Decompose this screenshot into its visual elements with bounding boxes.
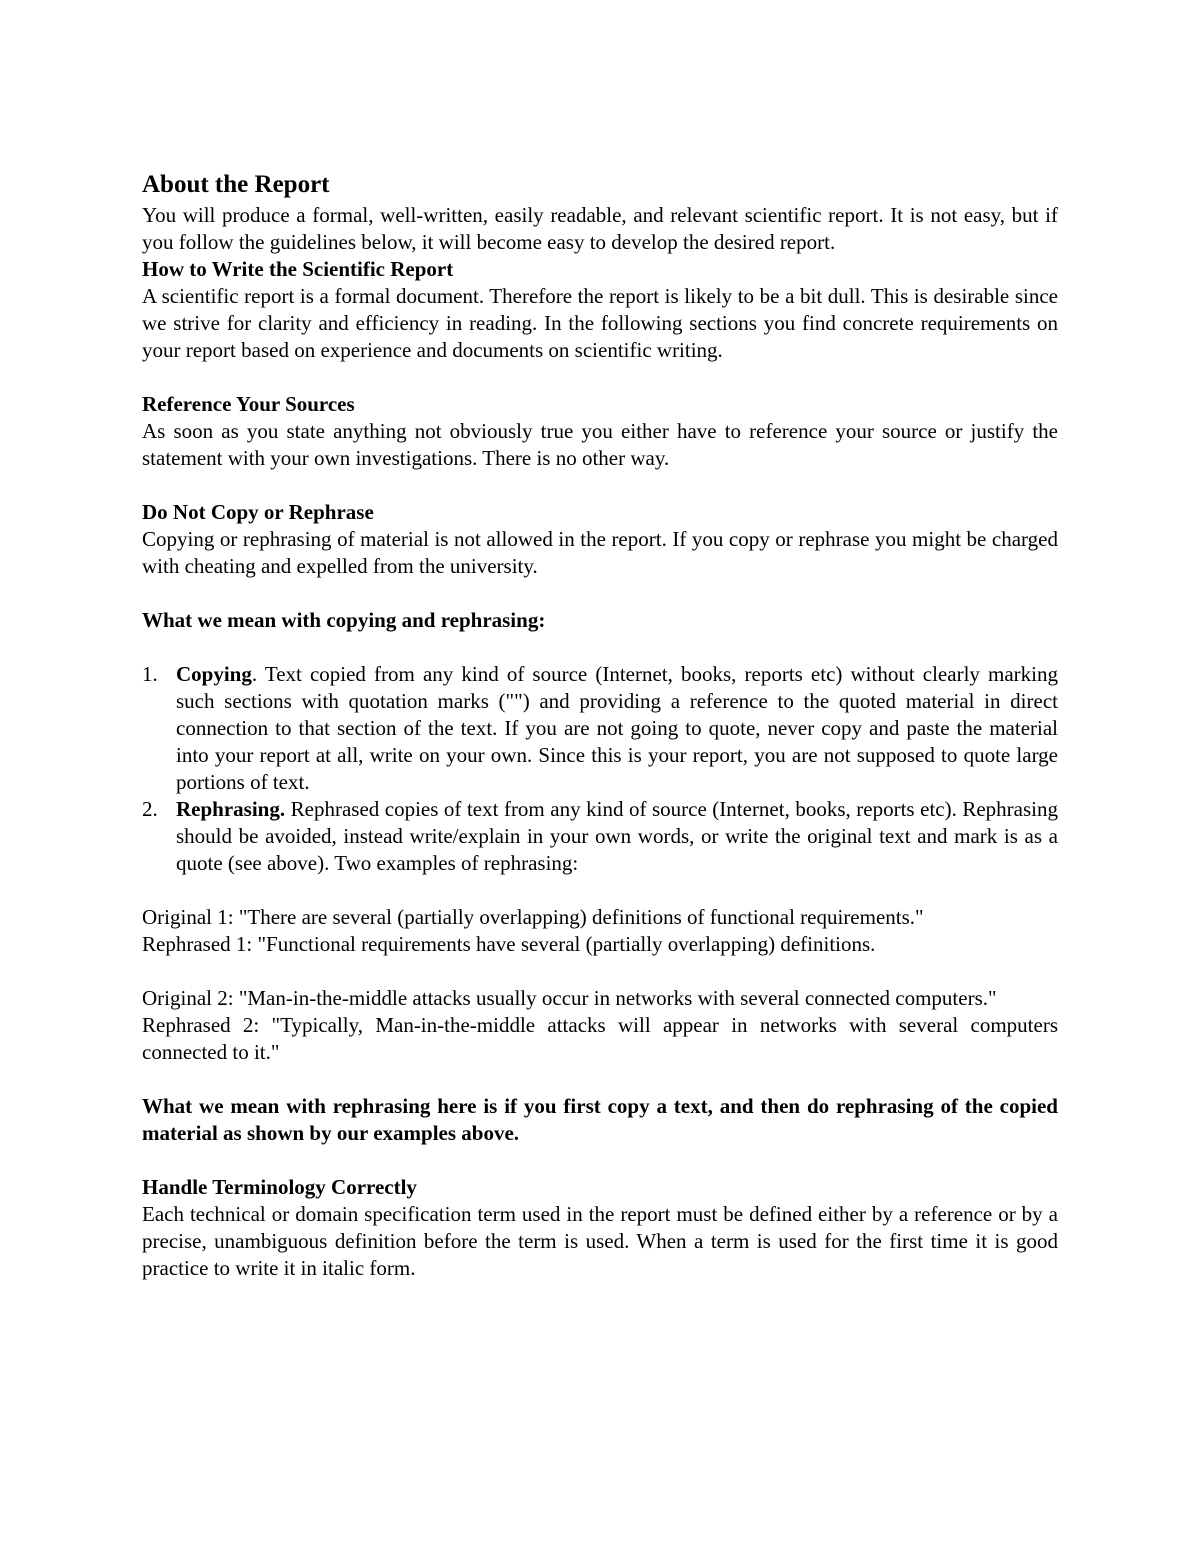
- spacer: [142, 472, 1058, 499]
- list-term: Copying: [176, 662, 252, 686]
- spacer: [142, 1147, 1058, 1174]
- heading-what-we-mean: What we mean with copying and rephrasing:: [142, 608, 546, 632]
- spacer: [142, 958, 1058, 985]
- heading-reference-sources: Reference Your Sources: [142, 392, 355, 416]
- list-item-text: Rephrased copies of text from any kind of source (Internet, books, reports etc). Rephrasing should be avoided, instead write/explain in your own words, or write the original text and mark is as a quote (see above). Two examples of rephrasing:: [176, 797, 1058, 875]
- example-original-1: Original 1: "There are several (partially overlapping) definitions of functional requirements.": [142, 905, 924, 929]
- example-rephrased-1: Rephrased 1: "Functional requirements have several (partially overlapping) definitions.: [142, 932, 876, 956]
- list-item: [142, 796, 1058, 877]
- example-original-2: Original 2: "Man-in-the-middle attacks usually occur in networks with several connected computers.": [142, 986, 997, 1010]
- spacer: [142, 877, 1058, 904]
- spacer: [142, 364, 1058, 391]
- intro-paragraph: You will produce a formal, well-written, easily readable, and relevant scientific report. It is not easy, but if you follow the guidelines below, it will become easy to develop the desired report.: [142, 203, 1058, 254]
- terminology-paragraph: Each technical or domain specification term used in the report must be defined either by a reference or by a precise, unambiguous definition before the term is used. When a term is used for the first time it is good practice to write it in italic form.: [142, 1202, 1058, 1280]
- example-rephrased-2: Rephrased 2: "Typically, Man-in-the-middle attacks will appear in networks with several computers connected to it.": [142, 1013, 1058, 1064]
- list-number: 2.: [142, 797, 158, 821]
- numbered-list: [142, 661, 1058, 877]
- document-page: [142, 168, 1058, 1282]
- heading-do-not-copy: Do Not Copy or Rephrase: [142, 500, 374, 524]
- list-number: 1.: [142, 662, 158, 686]
- document-title: About the Report: [142, 171, 330, 198]
- heading-terminology: Handle Terminology Correctly: [142, 1175, 417, 1199]
- spacer: [142, 580, 1058, 607]
- list-item-text: . Text copied from any kind of source (Internet, books, reports etc) without clearly marking such sections with quotation marks ("") and providing a reference to the quoted material in direct connection to that section of the text. If you are not going to quote, never copy and paste the material into your report at all, write on your own. Since this is your report, you are not supposed to quote large portions of text.: [176, 662, 1058, 794]
- list-item: [142, 661, 1058, 796]
- reference-sources-paragraph: As soon as you state anything not obviously true you either have to reference your source or justify the statement with your own investigations. There is no other way.: [142, 419, 1058, 470]
- rephrasing-note: What we mean with rephrasing here is if you first copy a text, and then do rephrasing of the copied material as shown by our examples above.: [142, 1094, 1058, 1145]
- do-not-copy-paragraph: Copying or rephrasing of material is not allowed in the report. If you copy or rephrase you might be charged with cheating and expelled from the university.: [142, 527, 1058, 578]
- heading-how-to-write: How to Write the Scientific Report: [142, 257, 454, 281]
- how-to-write-paragraph: A scientific report is a formal document. Therefore the report is likely to be a bit dull. This is desirable since we strive for clarity and efficiency in reading. In the following sections you find concrete requirements on your report based on experience and documents on scientific writing.: [142, 284, 1058, 362]
- spacer: [142, 634, 1058, 661]
- spacer: [142, 1066, 1058, 1093]
- list-term: Rephrasing.: [176, 797, 286, 821]
